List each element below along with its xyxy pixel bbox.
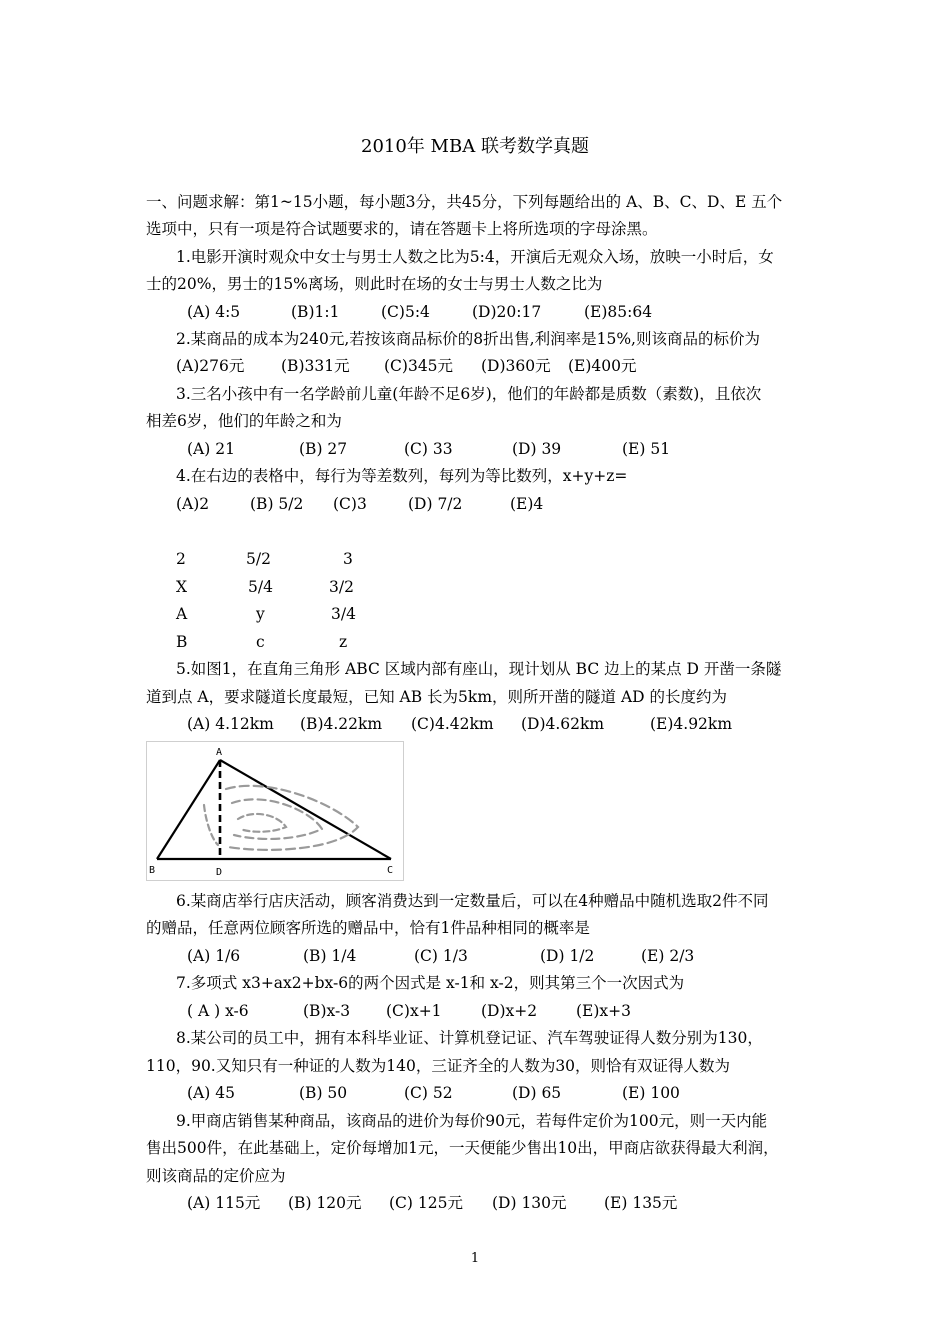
question-5-line-2: 道到点 A，要求隧道长度最短，已知 AB 长为5km，则所开凿的隧道 AD 的长度约为 [146, 688, 727, 706]
question-6-options [0, 945, 950, 967]
option-e: (E)x+3 [576, 1002, 631, 1020]
option-a: (A) 4.12km [187, 715, 274, 733]
option-a: (A) 1/6 [187, 947, 241, 965]
option-a: (A)276元 [176, 357, 245, 375]
table-cell: c [256, 633, 265, 651]
table-cell: y [256, 605, 265, 623]
page-number: 1 [470, 1251, 480, 1266]
option-d: (D) 130元 [492, 1194, 567, 1212]
option-e: (E)85:64 [584, 303, 653, 321]
option-b: (B) 1/4 [303, 947, 357, 965]
option-e: (E) 135元 [604, 1194, 678, 1212]
section-intro-line-2: 选项中，只有一项是符合试题要求的，请在答题卡上将所选项的字母涂黑。 [146, 220, 658, 238]
question-1-options [0, 301, 950, 323]
question-2-line-1: 2.某商品的成本为240元,若按该商品标价的8折出售,利润率是15%,则该商品的标价为 [176, 330, 760, 348]
vertex-label-d: D [216, 867, 223, 878]
option-c: (C) 1/3 [414, 947, 468, 965]
option-e: (E) 51 [622, 440, 671, 458]
question-3-options [0, 438, 950, 460]
option-b: (B) 5/2 [250, 495, 304, 513]
table-row [0, 603, 950, 625]
document-title: 2010年 MBA 联考数学真题 [361, 136, 589, 157]
option-d: (D)360元 [481, 357, 551, 375]
table-cell: 2 [176, 550, 186, 568]
question-2-options [0, 355, 950, 377]
option-c: (C)4.42km [411, 715, 494, 733]
question-9-options [0, 1192, 950, 1214]
question-4-line-1: 4.在右边的表格中，每行为等差数列，每列为等比数列，x+y+z= [176, 467, 628, 485]
table-cell: 5/2 [246, 550, 271, 568]
option-d: (D) 7/2 [408, 495, 463, 513]
table-cell: 3/4 [331, 605, 356, 623]
question-3-line-1: 3.三名小孩中有一名学龄前儿童(年龄不足6岁)，他们的年龄都是质数（素数)，且依次 [176, 385, 762, 403]
table-cell: X [176, 578, 188, 596]
option-d: (D) 1/2 [540, 947, 595, 965]
question-7-options [0, 1000, 950, 1022]
question-8-line-2: 110，90.又知只有一种证的人数为140，三证齐全的人数为30，则恰有双证得人数为 [146, 1057, 731, 1075]
option-b: (B) 27 [299, 440, 348, 458]
vertex-label-b: B [149, 865, 156, 876]
option-b: (B)x-3 [303, 1002, 351, 1020]
question-1-line-1: 1.电影开演时观众中女士与男士人数之比为5:4，开演后无观众入场，放映一小时后，女 [176, 248, 774, 266]
table-row [0, 576, 950, 598]
table-row [0, 631, 950, 653]
option-a: (A)2 [176, 495, 210, 513]
option-d: (D)4.62km [521, 715, 605, 733]
question-5-options [0, 713, 950, 735]
option-b: (B)1:1 [291, 303, 340, 321]
question-9-line-2: 售出500件，在此基础上，定价每增加1元，一天便能少售出10出，甲商店欲获得最大利润， [146, 1139, 779, 1157]
option-e: (E) 100 [622, 1084, 680, 1102]
option-c: (C)3 [333, 495, 367, 513]
option-d: (D) 39 [512, 440, 562, 458]
option-c: (C)345元 [384, 357, 454, 375]
question-3-line-2: 相差6岁，他们的年龄之和为 [146, 412, 342, 430]
question-5-line-1: 5.如图1，在直角三角形 ABC 区域内部有座山，现计划从 BC 边上的某点 D 开凿一条隧 [176, 660, 782, 678]
question-7-line-1: 7.多项式 x3+ax2+bx-6的两个因式是 x-1和 x-2，则其第三个一次因式为 [176, 974, 685, 992]
table-cell: B [176, 633, 188, 651]
question-8-line-1: 8.某公司的员工中，拥有本科毕业证、计算机登记证、汽车驾驶证得人数分别为130， [176, 1029, 763, 1047]
option-a: (A) 115元 [187, 1194, 261, 1212]
option-e: (E) 2/3 [641, 947, 695, 965]
option-b: (B) 50 [299, 1084, 348, 1102]
table-cell: A [176, 605, 188, 623]
option-b: (B) 120元 [288, 1194, 362, 1212]
question-9-line-1: 9.甲商店销售某种商品，该商品的进价为每价90元，若每件定价为100元，则一天内能 [176, 1112, 768, 1130]
option-c: (C)x+1 [386, 1002, 442, 1020]
option-c: (C) 33 [404, 440, 453, 458]
table-cell: z [339, 633, 348, 651]
option-a: (A) 21 [187, 440, 235, 458]
table-row [0, 548, 950, 570]
question-4-options [0, 493, 950, 515]
option-d: (D)x+2 [481, 1002, 538, 1020]
option-b: (B)331元 [281, 357, 350, 375]
option-c: (C) 125元 [389, 1194, 463, 1212]
question-9-line-3: 则该商品的定价应为 [146, 1167, 286, 1185]
option-e: (E)4.92km [650, 715, 733, 733]
vertex-label-c: C [387, 865, 394, 876]
triangle-figure [146, 741, 404, 881]
question-6-line-1: 6.某商店举行店庆活动，顾客消费达到一定数量后，可以在4种赠品中随机选取2件不同 [176, 892, 769, 910]
option-c: (C)5:4 [381, 303, 430, 321]
question-8-options [0, 1082, 950, 1104]
section-intro-line-1: 一、问题求解：第1~15小题，每小题3分，共45分，下列每题给出的 A、B、C、D、E 五个 [146, 193, 783, 211]
question-6-line-2: 的赠品，任意两位顾客所选的赠品中，恰有1件品种相同的概率是 [146, 919, 590, 937]
option-a: ( A ) x-6 [187, 1002, 249, 1020]
option-e: (E)400元 [568, 357, 637, 375]
option-d: (D)20:17 [472, 303, 542, 321]
table-cell: 3/2 [329, 578, 354, 596]
option-d: (D) 65 [512, 1084, 562, 1102]
option-a: (A) 45 [187, 1084, 235, 1102]
vertex-label-a: A [216, 747, 223, 758]
question-1-line-2: 士的20%，男士的15%离场，则此时在场的女士与男士人数之比为 [146, 275, 603, 293]
option-b: (B)4.22km [300, 715, 383, 733]
option-c: (C) 52 [404, 1084, 453, 1102]
table-cell: 5/4 [248, 578, 273, 596]
table-cell: 3 [343, 550, 353, 568]
option-a: (A) 4:5 [187, 303, 241, 321]
option-e: (E)4 [510, 495, 544, 513]
